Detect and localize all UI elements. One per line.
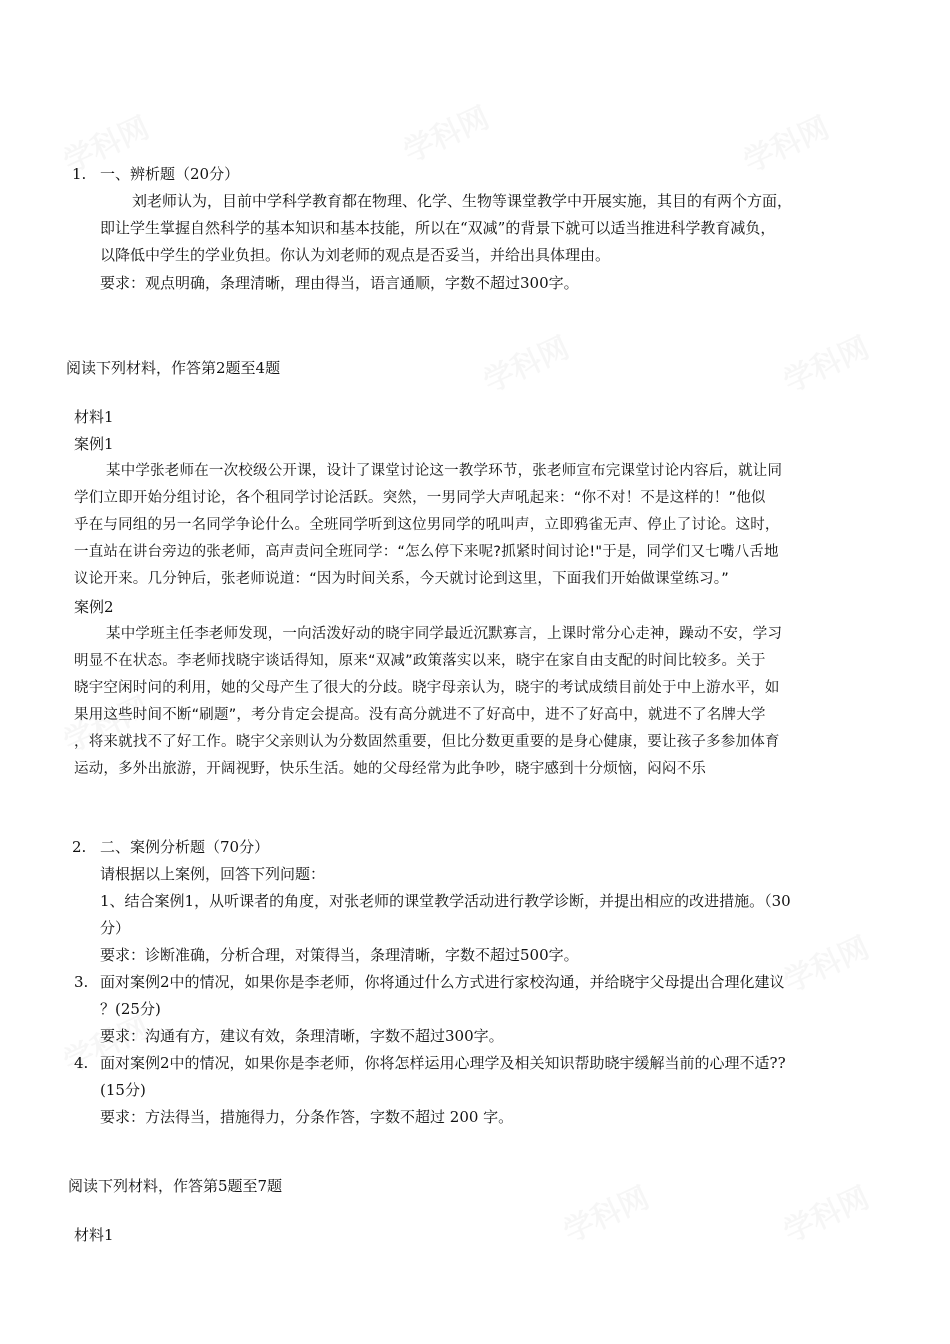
- intro-q5-q7: 阅读下列材料，作答第5题至7题: [68, 1177, 283, 1195]
- watermark: [395, 93, 495, 171]
- case1-line-1: 某中学张老师在一次校级公开课，设计了课堂讨论这一教学环节，张老师宣布完课堂讨论内容后，就让同: [106, 463, 783, 479]
- q1-requirement: 要求：观点明确，条理清晰，理由得当，语言通顺，字数不超过300字。: [100, 274, 579, 292]
- case2-line-1: 某中学班主任李老师发现，一向活泼好动的晓宇同学最近沉默寡言，上课时常分心走神，躁动不安，学习: [106, 626, 783, 642]
- case1-line-2: 学们立即开始分组讨论，各个租同学讨论活跃。突然，一男同学大声吼起来：“你不对！不是这样的！”他似: [74, 490, 766, 506]
- case2-line-6: 运动，多外出旅游，开阔视野，快乐生活。她的父母经常为此争吵，晓宇感到十分烦恼，闷闷不乐: [74, 761, 707, 777]
- q4-line-2: (15分): [100, 1081, 146, 1099]
- q2-prompt: 请根据以上案例，回答下列问题：: [100, 865, 326, 883]
- material2-label: 材料1: [74, 1226, 114, 1244]
- case2-line-4: 果用这些时间不断“刷题”，考分肯定会提高。没有高分就进不了好高中，进不了好高中，就进不了名牌大学: [74, 707, 766, 723]
- q1-number: 1.: [72, 165, 87, 183]
- q2-sub-line-2: 分）: [100, 919, 131, 937]
- q2-number: 2.: [72, 838, 87, 856]
- q4-line-1: 面对案例2中的情况，如果你是李老师，你将怎样运用心理学及相关知识帮助晓宇缓解当前的心理不适??: [100, 1054, 786, 1072]
- case2-line-5: ，将来就找不了好工作。晓宇父亲则认为分数固然重要，但比分数更重要的是身心健康，要让孩子多参加体育: [74, 734, 780, 750]
- case2-line-2: 明显不在状态。李老师找晓宇谈话得知，原来“双减”政策落实以来，晓宇在家自由支配的时间比较多。关于: [74, 653, 766, 669]
- q4-requirement: 要求：方法得当，措施得力，分条作答，字数不超过 200 字。: [100, 1108, 514, 1126]
- watermark: [555, 1173, 655, 1251]
- q2-requirement: 要求：诊断准确，分析合理，对策得当，条理清晰，字数不超过500字。: [100, 946, 579, 964]
- case1-line-4: 一直站在讲台旁边的张老师，高声责问全班同学：“怎么停下来呢?抓紧时间讨论!"于是，同学们又七嘴八舌地: [74, 544, 779, 560]
- case1-line-3: 乎在与同组的另一名同学争论什么。全班同学听到这位男同学的吼叫声，立即鸦雀无声、停止了讨论。这时，: [74, 517, 780, 533]
- q3-line-2: ？(25分): [100, 1000, 161, 1018]
- case2-label: 案例2: [74, 598, 114, 616]
- watermark: [775, 1173, 875, 1251]
- q3-requirement: 要求：沟通有方，建议有效，条理清晰，字数不超过300字。: [100, 1027, 504, 1045]
- q2-sub-line-1: 1、结合案例1，从听课者的角度，对张老师的课堂教学活动进行教学诊断，并提出相应的改进措施。（30: [100, 892, 791, 910]
- material1-label: 材料1: [74, 408, 114, 426]
- q1-line-2: 即让学生掌握自然科学的基本知识和基本技能，所以在“双减”的背景下就可以适当推进科学教育减负，: [100, 219, 776, 237]
- watermark: [775, 923, 875, 1001]
- watermark: [735, 103, 835, 181]
- q3-number: 3.: [74, 973, 89, 991]
- case1-label: 案例1: [74, 435, 114, 453]
- watermark: [475, 323, 575, 401]
- watermark: [775, 323, 875, 401]
- q2-title: 二、案例分析题（70分）: [100, 838, 270, 856]
- intro-q2-q4: 阅读下列材料，作答第2题至4题: [66, 359, 281, 377]
- case1-line-5: 议论开来。几分钟后，张老师说道：“因为时间关系，今天就讨论到这里，下面我们开始做课堂练习。”: [74, 571, 729, 587]
- q1-title: 一、辨析题（20分）: [100, 165, 240, 183]
- q1-line-3: 以降低中学生的学业负担。你认为刘老师的观点是否妥当，并给出具体理由。: [100, 246, 611, 264]
- q1-line-1: 刘老师认为，目前中学科学教育都在物理、化学、生物等课堂教学中开展实施，其目的有两个方面，: [132, 192, 793, 210]
- q4-number: 4.: [74, 1054, 89, 1072]
- case2-line-3: 晓宇空闲时问的利用，她的父母产生了很大的分歧。晓宇母亲认为，晓宇的考试成绩目前处于中上游水平，如: [74, 680, 780, 696]
- q3-line-1: 面对案例2中的情况，如果你是李老师，你将通过什么方式进行家校沟通，并给晓宇父母提出合理化建议: [100, 973, 785, 991]
